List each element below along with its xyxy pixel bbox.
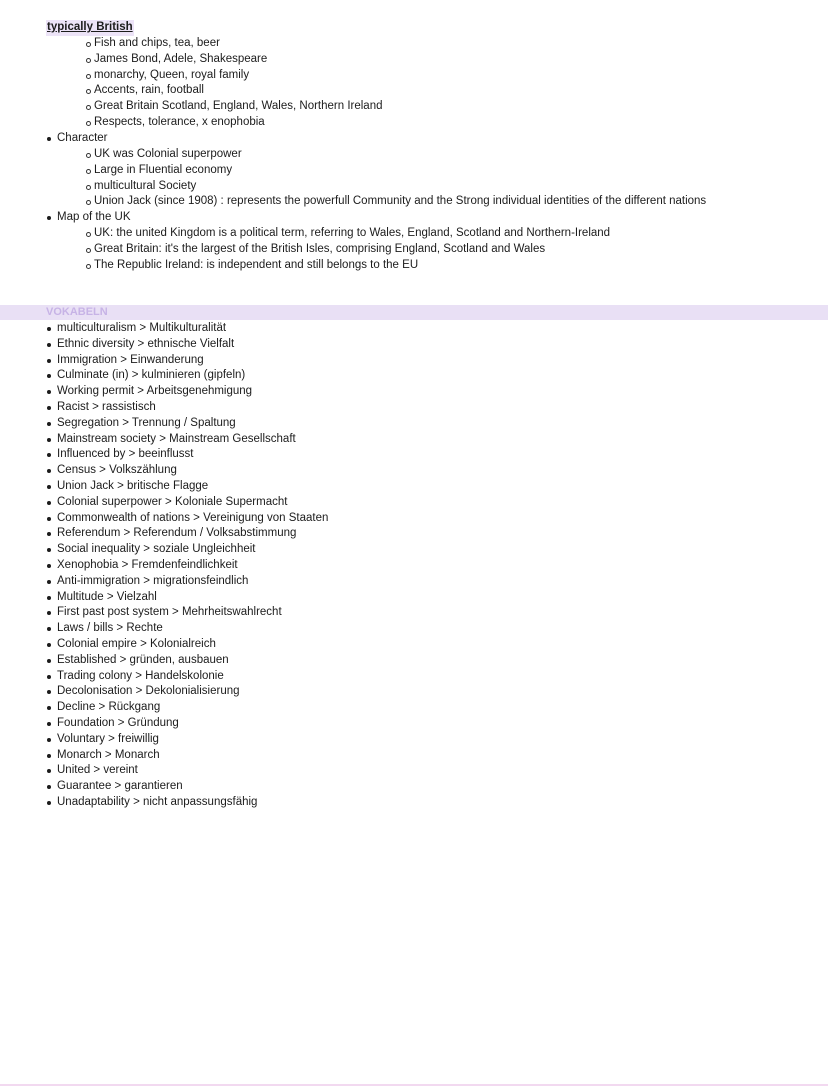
- list-item: UK: the united Kingdom is a political term, referring to Wales, England, Scotland and Northern-Ireland: [86, 226, 610, 242]
- vocab-item: Working permit > Arbeitsgenehmigung: [46, 384, 328, 400]
- list-item: Union Jack (since 1908) : represents the powerfull Community and the Strong individual identities of the different nations: [86, 194, 706, 210]
- character-section: [46, 131, 108, 147]
- vokabeln-list: [46, 321, 328, 811]
- vocab-item: Immigration > Einwanderung: [46, 353, 328, 369]
- section-heading: typically British: [46, 20, 134, 36]
- character-list: [86, 147, 706, 210]
- vocab-item: Ethnic diversity > ethnische Vielfalt: [46, 337, 328, 353]
- list-item: Fish and chips, tea, beer: [86, 36, 383, 52]
- vocab-item: Foundation > Gründung: [46, 716, 328, 732]
- vocab-item: Referendum > Referendum / Volksabstimmung: [46, 526, 328, 542]
- vokabeln-band: [0, 305, 828, 320]
- vocab-item: Union Jack > britische Flagge: [46, 479, 328, 495]
- list-item: Great Britain Scotland, England, Wales, Northern Ireland: [86, 99, 383, 115]
- list-item: Large in Fluential economy: [86, 163, 706, 179]
- vocab-item: United > vereint: [46, 763, 328, 779]
- vocab-item: Decolonisation > Dekolonialisierung: [46, 684, 328, 700]
- vocab-item: Trading colony > Handelskolonie: [46, 669, 328, 685]
- vocab-item: First past post system > Mehrheitswahlrecht: [46, 605, 328, 621]
- character-label: Character: [46, 131, 108, 147]
- vocab-item: Mainstream society > Mainstream Gesellschaft: [46, 432, 328, 448]
- vocab-item: Anti-immigration > migrationsfeindlich: [46, 574, 328, 590]
- list-item: monarchy, Queen, royal family: [86, 68, 383, 84]
- vokabeln-heading: VOKABELN: [46, 306, 108, 318]
- vocab-item: Laws / bills > Rechte: [46, 621, 328, 637]
- map-label: Map of the UK: [46, 210, 131, 226]
- vocab-item: Voluntary > freiwillig: [46, 732, 328, 748]
- list-item: UK was Colonial superpower: [86, 147, 706, 163]
- vocab-item: Decline > Rückgang: [46, 700, 328, 716]
- list-item: Great Britain: it's the largest of the British Isles, comprising England, Scotland and Wales: [86, 242, 610, 258]
- vocab-item: Influenced by > beeinflusst: [46, 447, 328, 463]
- map-section: [46, 210, 131, 226]
- vocab-item: multiculturalism > Multikulturalität: [46, 321, 328, 337]
- vocab-item: Colonial empire > Kolonialreich: [46, 637, 328, 653]
- typically-british-list: [86, 36, 383, 131]
- vocab-item: Racist > rassistisch: [46, 400, 328, 416]
- list-item: multicultural Society: [86, 179, 706, 195]
- vocab-item: Commonwealth of nations > Vereinigung von Staaten: [46, 511, 328, 527]
- list-item: Respects, tolerance, x enophobia: [86, 115, 383, 131]
- list-item: Accents, rain, football: [86, 83, 383, 99]
- vocab-item: Established > gründen, ausbauen: [46, 653, 328, 669]
- vocab-item: Social inequality > soziale Ungleichheit: [46, 542, 328, 558]
- list-item: James Bond, Adele, Shakespeare: [86, 52, 383, 68]
- vocab-item: Guarantee > garantieren: [46, 779, 328, 795]
- vocab-item: Multitude > Vielzahl: [46, 590, 328, 606]
- vocab-item: Xenophobia > Fremdenfeindlichkeit: [46, 558, 328, 574]
- vocab-item: Unadaptability > nicht anpassungsfähig: [46, 795, 328, 811]
- vocab-item: Culminate (in) > kulminieren (gipfeln): [46, 368, 328, 384]
- vocab-item: Segregation > Trennung / Spaltung: [46, 416, 328, 432]
- vocab-item: Colonial superpower > Koloniale Supermacht: [46, 495, 328, 511]
- list-item: The Republic Ireland: is independent and still belongs to the EU: [86, 258, 610, 274]
- vocab-item: Census > Volkszählung: [46, 463, 328, 479]
- map-list: [86, 226, 610, 273]
- vocab-item: Monarch > Monarch: [46, 748, 328, 764]
